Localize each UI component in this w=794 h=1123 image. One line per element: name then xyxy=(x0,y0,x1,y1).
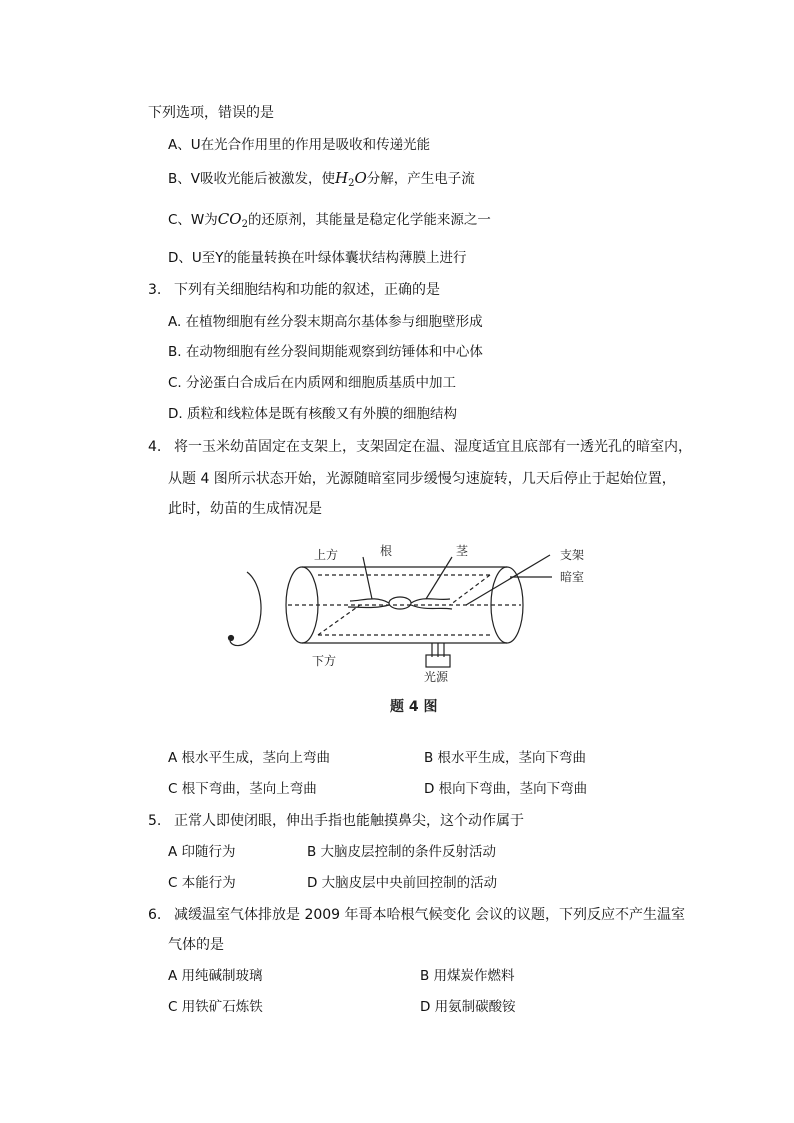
q4-option-a: A 根水平生成，茎向上弯曲 xyxy=(168,750,331,766)
q4-figure xyxy=(0,535,794,765)
q4-stem-line-3: 此时，幼苗的生成情况是 xyxy=(168,501,322,517)
q3-option-b: B. 在动物细胞有丝分裂间期能观察到纺锤体和中心体 xyxy=(168,344,483,360)
label-light: 光源 xyxy=(424,670,449,684)
q3-stem xyxy=(148,280,440,300)
root-leader xyxy=(363,557,372,599)
q6-stem-text-1: 减缓温室气体排放是 2009 年哥本哈根气候变化 会议的议题，下列反应不产生温室 xyxy=(174,907,685,923)
seedling-curve xyxy=(230,572,261,646)
support-leader xyxy=(466,555,550,605)
q3-option-c: C. 分泌蛋白合成后在内质网和细胞质基质中加工 xyxy=(168,375,457,391)
q4-stem-line-1 xyxy=(148,437,692,457)
q3-stem-text: 下列有关细胞结构和功能的叙述，正确的是 xyxy=(174,282,440,298)
q4-number: 4. xyxy=(148,439,162,455)
q5-number: 5. xyxy=(148,813,162,829)
q2-option-c-text-post: 的还原剂，其能量是稳定化学能来源之一 xyxy=(247,212,491,228)
label-support: 支架 xyxy=(560,548,585,562)
q2-option-b-text-pre: B、V吸收光能后被激发，使 xyxy=(168,171,335,187)
q2-stem: 下列选项，错误的是 xyxy=(148,105,274,121)
q2-option-b-text-post: 分解，产生电子流 xyxy=(366,171,475,187)
q5-option-a: A 印随行为 xyxy=(168,844,236,860)
label-top: 上方 xyxy=(314,548,339,562)
q5-stem xyxy=(148,811,524,831)
q6-option-d: D 用氨制碳酸铵 xyxy=(420,999,516,1015)
q3-number: 3. xyxy=(148,282,162,298)
q3-option-a: A. 在植物细胞有丝分裂末期高尔基体参与细胞壁形成 xyxy=(168,314,483,330)
q2-option-b-formula: $H_2O$ xyxy=(335,169,367,189)
label-bottom: 下方 xyxy=(312,654,337,668)
q6-number: 6. xyxy=(148,907,162,923)
q6-stem-line-1 xyxy=(148,905,685,925)
q6-option-b: B 用煤炭作燃料 xyxy=(420,968,515,984)
support-diag-1 xyxy=(318,605,360,635)
support-diag-2 xyxy=(450,575,490,605)
q2-option-c-text-pre: C、W为 xyxy=(168,212,218,228)
q5-option-b: B 大脑皮层控制的条件反射活动 xyxy=(307,844,497,860)
figure-caption: 题 4 图 xyxy=(390,699,438,715)
q4-stem-line-2: 从题 4 图所示状态开始，光源随暗室同步缓慢匀速旋转，几天后停止于起始位置， xyxy=(168,471,676,487)
q2-option-b xyxy=(168,168,475,194)
q5-stem-text: 正常人即使闭眼，伸出手指也能触摸鼻尖，这个动作属于 xyxy=(174,813,524,829)
q5-option-d: D 大脑皮层中央前回控制的活动 xyxy=(307,875,498,891)
q5-option-c: C 本能行为 xyxy=(168,875,236,891)
stem-lines xyxy=(411,599,452,609)
label-root: 根 xyxy=(380,544,393,558)
stem-leader xyxy=(426,557,452,599)
q3-option-d: D. 质粒和线粒体是既有核酸又有外膜的细胞结构 xyxy=(168,406,457,422)
q4-option-d: D 根向下弯曲，茎向下弯曲 xyxy=(424,781,588,797)
q4-stem-text-1: 将一玉米幼苗固定在支架上，支架固定在温、湿度适宜且底部有一透光孔的暗室内， xyxy=(174,439,692,455)
q6-stem-line-2: 气体的是 xyxy=(168,937,224,953)
label-darkroom: 暗室 xyxy=(560,570,585,584)
q2-option-a: A、U在光合作用里的作用是吸收和传递光能 xyxy=(168,137,431,153)
q6-option-c: C 用铁矿石炼铁 xyxy=(168,999,263,1015)
q4-option-c: C 根下弯曲，茎向上弯曲 xyxy=(168,781,317,797)
q2-option-d: D、U至Y的能量转换在叶绿体囊状结构薄膜上进行 xyxy=(168,250,467,266)
q4-option-b: B 根水平生成，茎向下弯曲 xyxy=(424,750,587,766)
q2-option-c-formula: $CO_2$ xyxy=(217,210,248,230)
root-lines xyxy=(348,599,389,608)
label-stem: 茎 xyxy=(456,544,469,558)
q6-option-a: A 用纯碱制玻璃 xyxy=(168,968,263,984)
seedling-tip xyxy=(229,636,234,641)
q2-option-c xyxy=(168,209,491,235)
seed xyxy=(389,597,411,609)
